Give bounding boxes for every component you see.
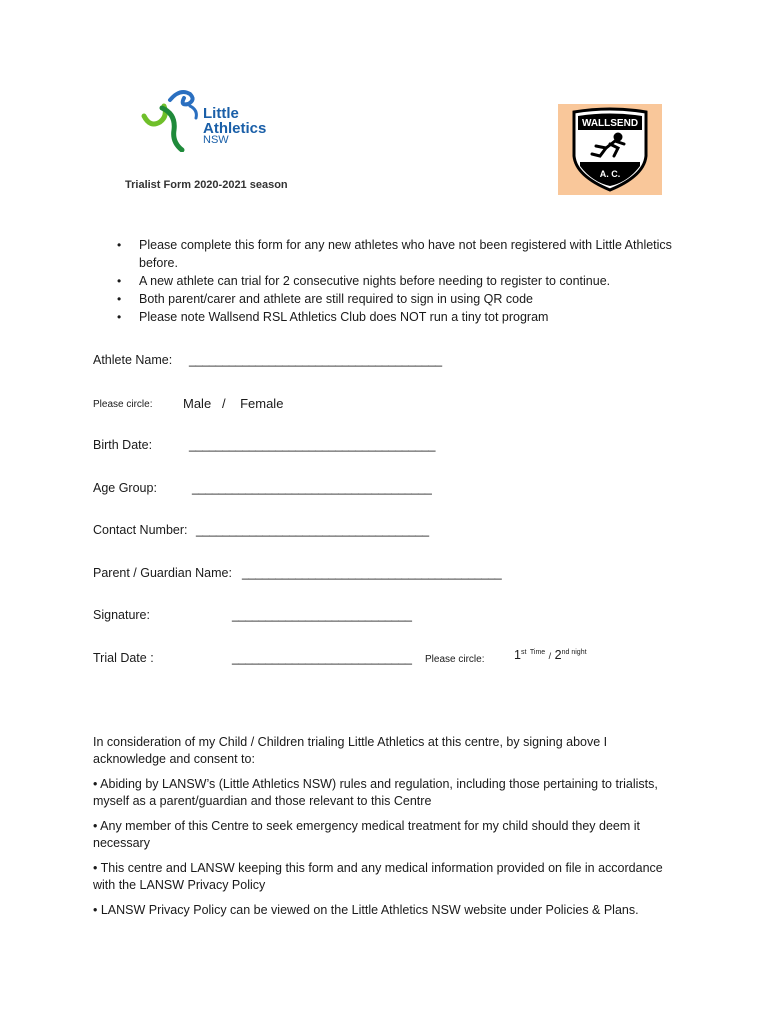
signature-label: Signature: [93, 608, 150, 622]
second-night-sup: nd night [561, 648, 587, 656]
consent-item: • Abiding by LANSW’s (Little Athletics NSW) rules and regulation, including those pertaining to trialists, myself as a parent/guardian and those relevant to this Centre [93, 777, 658, 808]
logo-line-little: Little [203, 105, 239, 122]
trial-date-field[interactable]: ___________________________ [232, 651, 412, 665]
consent-item: • This centre and LANSW keeping this form and any medical information provided on file in accordance with the LANSW Privacy Policy [93, 861, 663, 892]
contact-number-label: Contact Number: [93, 523, 188, 537]
form-title: Trialist Form 2020-2021 season [125, 179, 288, 191]
age-group-field[interactable]: ____________________________________ [192, 481, 432, 495]
gender-options[interactable]: Male / Female [183, 396, 284, 411]
trial-night-options[interactable] [514, 648, 587, 662]
instruction-item [112, 290, 672, 308]
night-separator: / [548, 651, 552, 661]
first-night-word: Time [529, 648, 546, 656]
birth-date-label: Birth Date: [93, 438, 153, 452]
consent-item: • Any member of this Centre to seek emergency medical treatment for my child should they deem it necessary [93, 819, 640, 850]
instructions-list [112, 236, 672, 326]
consent-section [93, 734, 683, 927]
athlete-figure-icon [140, 86, 202, 152]
gender-circle-label: Please circle: [93, 399, 153, 410]
instruction-text: A new athlete can trial for 2 consecutive nights before needing to register to continue. [139, 274, 611, 288]
contact-number-field[interactable]: ___________________________________ [196, 523, 429, 537]
age-group-label: Age Group: [93, 481, 157, 495]
athlete-name-label: Athlete Name: [93, 353, 173, 367]
bullet-icon: • [117, 274, 122, 288]
second-night-num: 2 [554, 648, 562, 662]
little-athletics-logo [140, 86, 275, 152]
birth-date-field[interactable]: _____________________________________ [189, 438, 436, 452]
bullet-icon: • [117, 238, 122, 252]
shield-icon [558, 104, 662, 195]
instruction-text: Please complete this form for any new athletes who have not been registered with Little Athletics before. [139, 238, 672, 270]
instruction-item [112, 272, 672, 290]
guardian-name-field[interactable]: _______________________________________ [242, 566, 502, 580]
first-night-sup: st [520, 648, 527, 656]
first-night-num: 1 [514, 648, 521, 662]
consent-intro: In consideration of my Child / Children trialing Little Athletics at this centre, by signing above I acknowledge and consent to: [93, 735, 608, 766]
bullet-icon: • [117, 292, 122, 306]
logo-line-athletics: Athletics [203, 120, 267, 137]
instruction-item [112, 236, 672, 272]
signature-field[interactable]: ___________________________ [232, 608, 412, 622]
consent-item: • LANSW Privacy Policy can be viewed on the Little Athletics NSW website under Policies & Plans. [93, 903, 639, 917]
trial-circle-label: Please circle: [425, 654, 485, 665]
trial-date-label: Trial Date : [93, 651, 154, 665]
wallsend-badge-logo [558, 104, 662, 195]
instruction-text: Both parent/carer and athlete are still required to sign in using QR code [139, 292, 533, 306]
bullet-icon: • [117, 310, 122, 324]
guardian-name-label: Parent / Guardian Name: [93, 566, 232, 580]
badge-bottom-text: A. C. [599, 169, 621, 179]
instruction-item [112, 308, 672, 326]
athlete-name-field[interactable]: ______________________________________ [189, 353, 442, 367]
instruction-text: Please note Wallsend RSL Athletics Club does NOT run a tiny tot program [139, 310, 549, 324]
logo-line-nsw: NSW [203, 134, 229, 146]
badge-top-text: WALLSEND [581, 118, 639, 129]
